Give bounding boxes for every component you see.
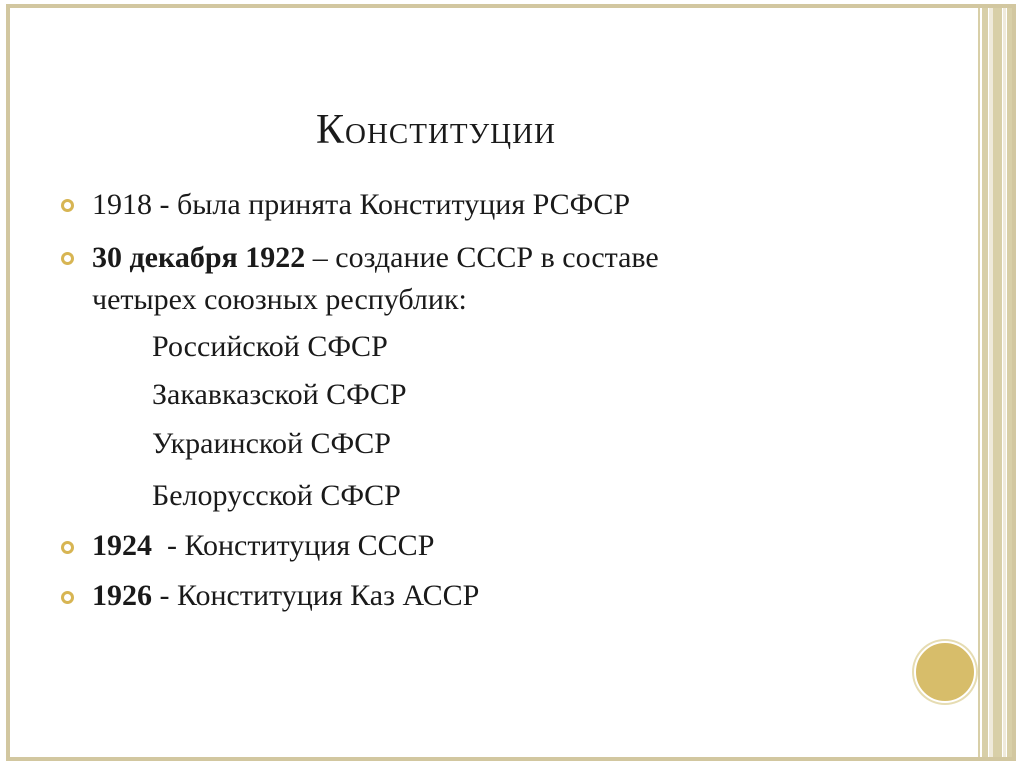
bullet-icon xyxy=(61,541,74,554)
republic-item: Белорусской СФСР xyxy=(152,479,401,512)
stripe xyxy=(1007,8,1012,757)
item-bold: 1924 xyxy=(92,529,152,562)
item-text: - Конституция Каз АССР xyxy=(152,579,480,612)
item-text: четырех союзных республик: xyxy=(92,283,467,316)
list-item xyxy=(92,238,659,278)
list-item xyxy=(92,526,434,566)
republic-item: Украинской СФСР xyxy=(152,427,391,460)
stripe xyxy=(978,8,980,757)
bullet-icon xyxy=(61,252,74,265)
decorative-circle xyxy=(914,641,976,703)
republic-item: Российской СФСР xyxy=(152,330,388,363)
bullet-icon xyxy=(61,591,74,604)
bullet-icon xyxy=(61,199,74,212)
stripe xyxy=(993,8,1002,757)
item-bold: 1926 xyxy=(92,579,152,612)
item-text: 1918 - была принята Конституция РСФСР xyxy=(92,188,631,221)
stripe xyxy=(982,8,988,757)
list-item xyxy=(92,185,630,225)
item-bold: 30 декабря 1922 xyxy=(92,241,306,274)
item-text: - Конституция СССР xyxy=(152,529,435,562)
list-item xyxy=(92,576,479,616)
list-item-continuation xyxy=(92,280,467,320)
decorative-stripes xyxy=(973,8,1012,757)
republic-item: Закавказской СФСР xyxy=(152,378,407,411)
stripe xyxy=(1003,8,1006,757)
item-text: – создание СССР в составе xyxy=(305,241,659,274)
slide-title: Конституции xyxy=(316,107,556,153)
